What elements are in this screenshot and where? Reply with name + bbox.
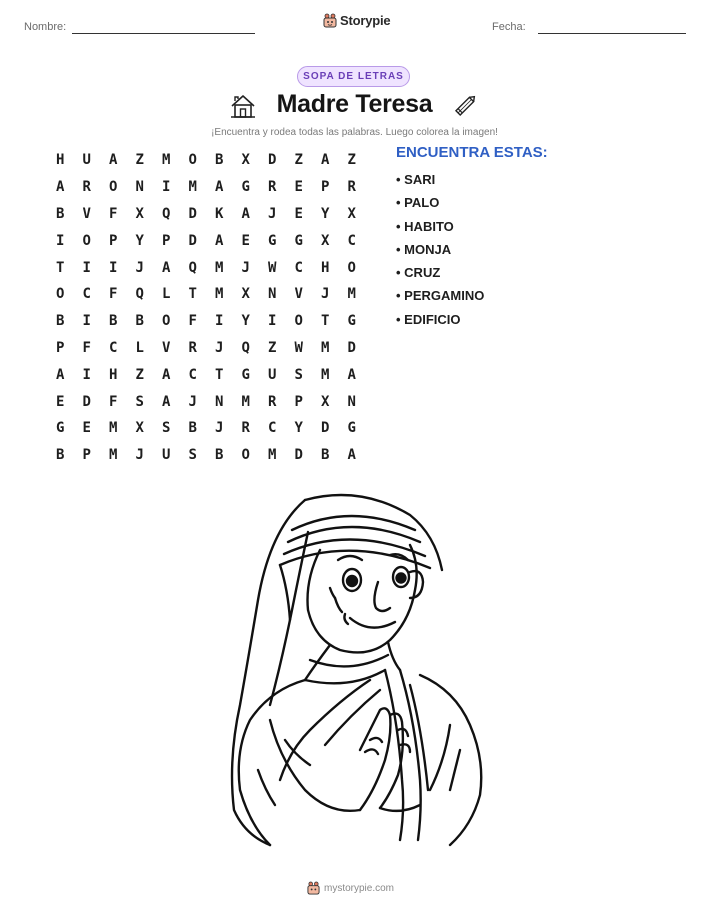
grid-cell[interactable]: W <box>268 259 277 276</box>
grid-cell[interactable]: A <box>347 447 356 464</box>
grid-cell[interactable]: X <box>347 205 356 222</box>
date-field[interactable] <box>538 33 686 34</box>
grid-cell[interactable]: U <box>82 152 91 169</box>
grid-cell[interactable]: M <box>215 259 224 276</box>
grid-cell[interactable]: R <box>188 339 197 356</box>
grid-cell[interactable]: C <box>109 339 118 356</box>
grid-cell[interactable]: P <box>56 339 65 356</box>
grid-cell[interactable]: A <box>162 366 171 383</box>
grid-cell[interactable]: Z <box>135 366 144 383</box>
grid-cell[interactable]: V <box>294 286 303 303</box>
grid-cell[interactable]: X <box>241 152 250 169</box>
brand <box>323 13 390 28</box>
storypie-logo-icon <box>323 13 337 28</box>
grid-cell[interactable]: V <box>162 339 171 356</box>
grid-cell[interactable]: C <box>82 286 91 303</box>
grid-cell[interactable]: C <box>347 232 356 249</box>
grid-cell[interactable]: R <box>268 179 277 196</box>
word-list-item: • CRUZ <box>396 265 441 281</box>
word-list-item: • MONJA <box>396 241 452 257</box>
grid-cell[interactable]: A <box>347 366 356 383</box>
grid-cell[interactable]: B <box>56 205 65 222</box>
grid-cell[interactable]: N <box>135 179 144 196</box>
grid-cell[interactable]: I <box>82 366 91 383</box>
brand-name: Storypie <box>340 13 391 28</box>
grid-cell[interactable]: F <box>109 205 118 222</box>
grid-cell[interactable]: E <box>294 205 303 222</box>
grid-cell[interactable]: T <box>56 259 65 276</box>
grid-cell[interactable]: X <box>321 393 330 410</box>
grid-cell[interactable]: N <box>268 286 277 303</box>
grid-cell[interactable]: M <box>268 447 277 464</box>
grid-cell[interactable]: Q <box>135 286 144 303</box>
grid-cell[interactable]: C <box>294 259 303 276</box>
grid-cell[interactable]: D <box>294 447 303 464</box>
grid-cell[interactable]: B <box>109 313 118 330</box>
grid-cell[interactable]: Y <box>294 420 303 437</box>
grid-cell[interactable]: H <box>56 152 65 169</box>
letter-grid[interactable] <box>47 147 365 469</box>
word-list-item: • PERGAMINO <box>396 288 485 304</box>
grid-cell[interactable]: B <box>135 313 144 330</box>
grid-cell[interactable]: A <box>56 179 65 196</box>
grid-cell[interactable]: L <box>162 286 171 303</box>
grid-cell[interactable]: G <box>294 232 303 249</box>
grid-cell[interactable]: A <box>215 232 224 249</box>
grid-cell[interactable]: K <box>215 205 224 222</box>
grid-cell[interactable]: I <box>82 259 91 276</box>
grid-cell[interactable]: T <box>321 313 330 330</box>
grid-cell[interactable]: O <box>56 286 65 303</box>
grid-cell[interactable]: Z <box>268 339 277 356</box>
grid-cell[interactable]: E <box>82 420 91 437</box>
grid-cell[interactable]: F <box>188 313 197 330</box>
grid-cell[interactable]: D <box>188 205 197 222</box>
grid-cell[interactable]: M <box>321 366 330 383</box>
grid-cell[interactable]: T <box>188 286 197 303</box>
grid-cell[interactable]: Q <box>241 339 250 356</box>
grid-cell[interactable]: B <box>215 152 224 169</box>
grid-cell[interactable]: U <box>162 447 171 464</box>
grid-cell[interactable]: I <box>162 179 171 196</box>
mother-teresa-coloring-illustration <box>210 490 500 850</box>
grid-cell[interactable]: D <box>321 420 330 437</box>
grid-cell[interactable]: T <box>215 366 224 383</box>
grid-cell[interactable]: A <box>56 366 65 383</box>
grid-cell[interactable]: J <box>268 205 277 222</box>
grid-cell[interactable]: X <box>135 205 144 222</box>
grid-cell[interactable]: D <box>82 393 91 410</box>
grid-cell[interactable]: I <box>56 232 65 249</box>
grid-cell[interactable]: D <box>347 339 356 356</box>
grid-cell[interactable]: J <box>188 393 197 410</box>
word-list-item: • HABITO <box>396 218 454 234</box>
grid-cell[interactable]: O <box>241 447 250 464</box>
grid-cell[interactable]: Q <box>188 259 197 276</box>
grid-cell[interactable]: A <box>109 152 118 169</box>
grid-cell[interactable]: I <box>82 313 91 330</box>
grid-cell[interactable]: O <box>109 179 118 196</box>
grid-cell[interactable]: S <box>188 447 197 464</box>
grid-cell[interactable]: E <box>241 232 250 249</box>
grid-cell[interactable]: J <box>215 420 224 437</box>
grid-cell[interactable]: R <box>82 179 91 196</box>
instructions: ¡Encuentra y rodea todas las palabras. Luego colorea la imagen! <box>211 127 498 138</box>
grid-cell[interactable]: A <box>162 259 171 276</box>
grid-cell[interactable]: I <box>268 313 277 330</box>
grid-cell[interactable]: W <box>294 339 303 356</box>
grid-cell[interactable]: G <box>241 179 250 196</box>
grid-cell[interactable]: J <box>215 339 224 356</box>
grid-cell[interactable]: S <box>294 366 303 383</box>
grid-cell[interactable]: H <box>109 366 118 383</box>
grid-cell[interactable]: E <box>56 393 65 410</box>
word-list-title: ENCUENTRA ESTAS: <box>396 144 548 161</box>
grid-cell[interactable]: I <box>215 313 224 330</box>
grid-cell[interactable]: D <box>188 232 197 249</box>
grid-cell[interactable]: C <box>188 366 197 383</box>
grid-cell[interactable]: F <box>82 339 91 356</box>
grid-cell[interactable]: X <box>321 232 330 249</box>
word-list-item: • SARI <box>396 172 436 187</box>
grid-cell[interactable]: M <box>162 152 171 169</box>
page-title: Madre Teresa <box>276 90 433 118</box>
grid-cell[interactable]: M <box>321 339 330 356</box>
grid-cell[interactable]: P <box>294 393 303 410</box>
grid-cell[interactable]: N <box>215 393 224 410</box>
grid-cell[interactable]: A <box>241 205 250 222</box>
grid-cell[interactable]: B <box>56 447 65 464</box>
grid-cell[interactable]: B <box>56 313 65 330</box>
grid-cell[interactable]: R <box>241 420 250 437</box>
grid-cell[interactable]: M <box>109 447 118 464</box>
grid-cell[interactable]: A <box>162 393 171 410</box>
grid-cell[interactable]: X <box>241 286 250 303</box>
grid-cell[interactable]: O <box>347 259 356 276</box>
grid-cell[interactable]: P <box>82 447 91 464</box>
grid-cell[interactable]: D <box>268 152 277 169</box>
grid-cell[interactable]: Y <box>321 205 330 222</box>
grid-cell[interactable]: G <box>268 232 277 249</box>
grid-cell[interactable]: R <box>268 393 277 410</box>
grid-cell[interactable]: G <box>347 313 356 330</box>
grid-cell[interactable]: Y <box>135 232 144 249</box>
grid-cell[interactable]: M <box>215 286 224 303</box>
grid-cell[interactable]: Z <box>135 152 144 169</box>
name-field[interactable] <box>72 33 255 34</box>
grid-cell[interactable]: J <box>241 259 250 276</box>
grid-cell[interactable]: S <box>162 420 171 437</box>
grid-cell[interactable]: L <box>135 339 144 356</box>
grid-cell[interactable]: H <box>321 259 330 276</box>
word-list-item: • EDIFICIO <box>396 311 461 327</box>
grid-cell[interactable]: B <box>188 420 197 437</box>
footer-url[interactable]: mystorypie.com <box>324 882 395 894</box>
grid-cell[interactable]: S <box>135 393 144 410</box>
grid-cell[interactable]: M <box>347 286 356 303</box>
word-list-item: • PALO <box>396 195 440 211</box>
grid-cell[interactable]: N <box>347 393 356 410</box>
grid-cell[interactable]: P <box>162 232 171 249</box>
word-list <box>396 172 484 335</box>
grid-cell[interactable]: G <box>347 420 356 437</box>
grid-cell[interactable]: U <box>268 366 277 383</box>
grid-cell[interactable]: R <box>347 179 356 196</box>
grid-cell[interactable]: J <box>321 286 330 303</box>
grid-cell[interactable]: Z <box>294 152 303 169</box>
grid-cell[interactable]: Q <box>162 205 171 222</box>
date-label: Fecha: <box>492 21 526 33</box>
name-label: Nombre: <box>24 21 67 33</box>
grid-cell[interactable]: O <box>162 313 171 330</box>
grid-cell[interactable]: P <box>109 232 118 249</box>
grid-cell[interactable]: J <box>135 447 144 464</box>
grid-cell[interactable]: F <box>109 393 118 410</box>
grid-cell[interactable]: A <box>321 152 330 169</box>
grid-cell[interactable]: G <box>241 366 250 383</box>
grid-cell[interactable]: E <box>294 179 303 196</box>
grid-cell[interactable]: C <box>268 420 277 437</box>
pencil-icon <box>452 92 479 119</box>
grid-cell[interactable]: J <box>135 259 144 276</box>
grid-cell[interactable]: O <box>82 232 91 249</box>
grid-cell[interactable]: O <box>188 152 197 169</box>
grid-cell[interactable]: A <box>215 179 224 196</box>
grid-cell[interactable]: Y <box>241 313 250 330</box>
footer <box>307 881 394 895</box>
grid-cell[interactable]: X <box>135 420 144 437</box>
grid-cell[interactable]: V <box>82 205 91 222</box>
grid-cell[interactable]: I <box>109 259 118 276</box>
grid-cell[interactable]: F <box>109 286 118 303</box>
grid-cell[interactable]: G <box>56 420 65 437</box>
grid-cell[interactable]: B <box>321 447 330 464</box>
grid-cell[interactable]: O <box>294 313 303 330</box>
grid-cell[interactable]: Z <box>347 152 356 169</box>
grid-cell[interactable]: P <box>321 179 330 196</box>
word-search-badge: SOPA DE LETRAS <box>297 66 410 87</box>
storypie-logo-icon <box>307 881 320 895</box>
grid-cell[interactable]: M <box>188 179 197 196</box>
grid-cell[interactable]: M <box>241 393 250 410</box>
grid-cell[interactable]: M <box>109 420 118 437</box>
grid-cell[interactable]: B <box>215 447 224 464</box>
